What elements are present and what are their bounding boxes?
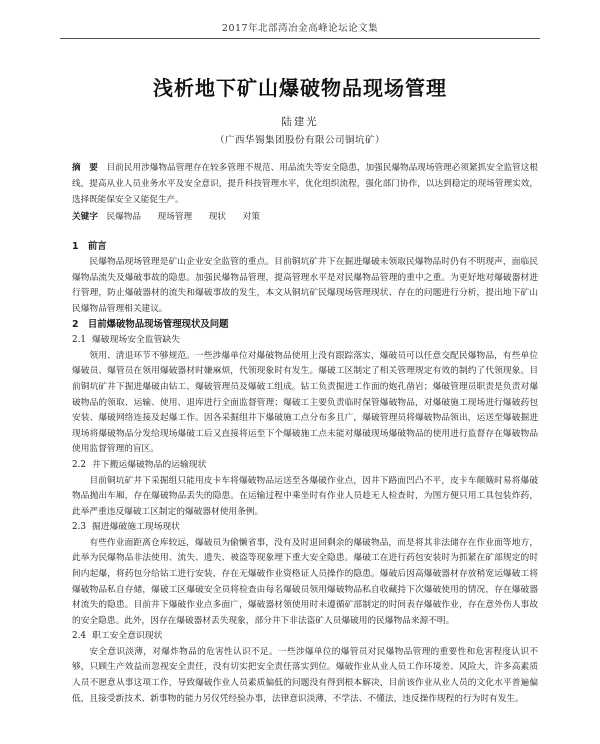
- abstract-text: 目前民用涉爆物品管理存在较多管理不规范、用品流失等安全隐患，加强民爆物品现场管理必须紧抓安全监管这根线，提高从业人员业务水平及安全意识，提升科技管理水平，优化组织流程，强化部门协作，以达到稳定的现场管理实效，选择既能保安全又能促生产。: [72, 163, 538, 205]
- subsection-2-4-paragraph: 安全意识淡薄，对爆炸物品的危害性认识不足。一些涉爆单位的爆管员对民爆物品管理的重要性和危害程度认识不够，只顾生产效益而忽视安全责任，没有切实把安全责任落实到位。爆破作业从业人员工作环境差、风险大，许多高素质人员不愿意从事这项工作，导致爆破作业人员素质偏低的问题没有得到根本解决，目前该作业从业人员的文化水平普遍偏低，且接受新技术、新事物的能力另仅凭经验办事，法律意识淡薄，不学法、不懂法，违反操作规程的行为时有发生。: [72, 646, 538, 704]
- keyword: 现场管理: [157, 212, 193, 222]
- subsection-heading-2-3: [72, 520, 538, 536]
- keywords: [72, 209, 538, 225]
- subsection-heading-2-4: [72, 629, 538, 645]
- keywords-label: 关键字: [72, 212, 98, 222]
- subsection-title: 职工安全意识现状: [92, 631, 163, 642]
- author-name: 陆建光: [281, 116, 319, 128]
- abstract-label: 摘 要: [72, 163, 98, 173]
- subsection-number: 2.3: [72, 522, 86, 533]
- subsection-2-1-paragraph: 领用、清退环节不够规范。一些涉爆单位对爆破物品使用上没有跟踪落实，爆破员可以任意交配民爆物品，有些单位爆破员、爆管员在领用爆破器材时嫌麻烦，代领现象时有发生。爆破工区制定了相关管理规定有效的制约了代领现象。目前铜坑矿井下掘进爆破由钻工、爆破管理员及爆破工组成。钻工负责掘进工作面的炮孔凿岩；爆破管理员职责是负责对爆破物品的领取、运输、使用、退库进行全面监督管理；爆破工主要负责临时保管爆破物品，对爆破施工现场进行爆破药包安装、爆破网络连接及起爆工作。因各采掘组井下爆破施工点分布多且广，爆破管理员将爆破物品领出，运送至爆破掘进现场将爆破物品分发给现场爆破工后又直接将运至下个爆破施工点未能对爆破现场爆破物品的使用进行监督存在爆破物品使用监督管理的盲区。: [72, 350, 538, 455]
- subsection-2-3-paragraph: 有些作业面距离仓库较远，爆破员为偷懒省事，没有及时退回剩余的爆破物品，而是将其非法储存在作业面等地方，此举为民爆物品非法使用、流失、遗失、被盗等现象埋下重大安全隐患。爆破工在进行药包安装时为抓紧在矿部规定的时间内起爆，将药包分给钻工进行安装，存在无爆破作业资格证人员操作的隐患。爆破后因高爆破器材存放稍宽运爆破工将爆破物品私自存储，爆破工区爆破安全员将检查由每名爆破员领用爆破物品私自收藏持下次爆破使用的情况，存在爆破器材流失的隐患。目前井下爆破作业点多面广，爆破器材领使用时未遵循矿部制定的时间表存爆破作业，存在意外伤人事故的安全隐患。此外，因存在爆破器材丢失现象，部分井下非法盗矿人员爆破用的民爆物品来源不明。: [72, 537, 538, 626]
- subsection-title: 爆破现场安全监管缺失: [92, 335, 180, 346]
- subsection-number: 2.2: [72, 460, 86, 471]
- section-1-paragraph: 民爆物品现场管理是矿山企业安全监管的重点。目前铜坑矿井下在掘进爆破未领取民爆物品时仍有不明现声，面临民爆物品流失及爆破事故的隐患。加强民爆物品管理，提高管理水平是对民爆物品管理的重中之重。为更好地对爆破器材进行管理，防止爆破器材的流失和爆破事故的发生，本文从铜坑矿民爆现场管理现状、存在的问题进行分析，提出地下矿山民爆物品管理相关建议。: [72, 257, 538, 314]
- subsection-heading-2-2: [72, 458, 538, 474]
- keyword: 对策: [242, 212, 260, 222]
- subsection-number: 2.4: [72, 631, 86, 642]
- abstract: [72, 160, 538, 208]
- running-header: 2017年北部湾冶金高峰论坛论文集: [221, 23, 379, 34]
- header-rule: [60, 38, 540, 39]
- subsection-title: 掘进爆破施工现场现状: [92, 522, 180, 533]
- subsection-2-2-paragraph: 目前铜坑矿井下采掘组只能用皮卡车将爆破物品运送至各爆破作业点，因井下路面凹凸不平，皮卡车颠簸时易将爆破物品抛出车厢，存在爆破物品丢失的隐患。在运输过程中乘坐时有作业人员趁无人检查时，为图方便只用工具包装炸药，此举严重违反爆破工区制定的爆破器材使用条例。: [72, 475, 538, 517]
- paper-body: [72, 239, 538, 707]
- subsection-number: 2.1: [72, 335, 86, 346]
- keyword: 民爆物品: [106, 212, 141, 222]
- paper-title: 浅析地下矿山爆破物品现场管理: [153, 76, 447, 100]
- keyword: 现状: [208, 212, 226, 222]
- subsection-title: 井下搬运爆破物品的运输现状: [92, 460, 207, 471]
- author-affiliation: （广西华锡集团股份有限公司铜坑矿）: [214, 135, 385, 146]
- subsection-heading-2-1: [72, 333, 538, 349]
- section-heading-1: 1 前言: [72, 241, 107, 252]
- section-heading-2: 2 目前爆破物品现场管理现状及问题: [72, 319, 229, 331]
